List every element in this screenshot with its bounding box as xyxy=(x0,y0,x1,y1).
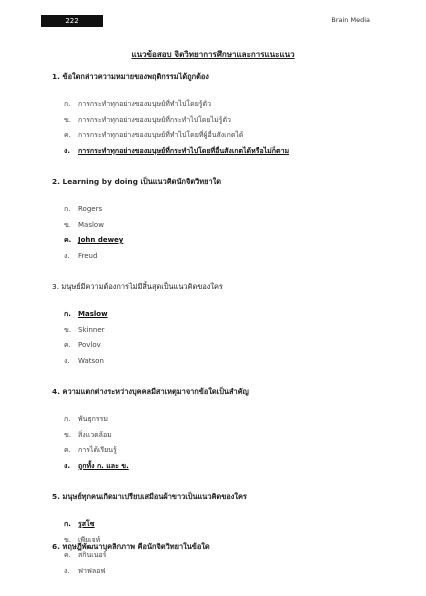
choices-1 xyxy=(64,97,382,159)
choice-letter: ง. xyxy=(64,146,71,155)
choice-text: Povlov xyxy=(78,341,101,349)
choices-2 xyxy=(64,202,382,264)
choice-letter: ค. xyxy=(64,236,72,244)
choice-2-c xyxy=(64,233,382,249)
choice-3-b xyxy=(64,323,382,339)
choice-text: เพียเจท์ xyxy=(78,535,101,544)
choice-letter: ก. xyxy=(64,415,71,423)
choice-letter: ค. xyxy=(64,551,71,559)
choice-3-a xyxy=(64,307,382,323)
choice-letter: ก. xyxy=(64,100,71,108)
choice-letter: ก. xyxy=(64,310,71,318)
choices-4 xyxy=(64,412,382,474)
question-1: 1. ข้อใดกล่าวความหมายของพฤติกรรมได้ถูกต้อง xyxy=(52,72,209,81)
page-number: 222 xyxy=(41,15,103,27)
page-title: แนวข้อสอบ จิตวิทยาการศึกษาและการแนะแนว xyxy=(131,50,295,59)
choice-text: การได้เรียนรู้ xyxy=(78,446,117,454)
choice-text: ฟาฟลอฟ xyxy=(78,566,106,575)
choice-text: การกระทำทุกอย่างของมนุษย์ที่ทำไปโดยที่ผู้อื่นสังเกตได้ xyxy=(78,131,244,139)
choice-letter: ค. xyxy=(64,446,71,454)
choice-5-d xyxy=(64,564,382,580)
question-list xyxy=(52,71,382,596)
choice-text: การกระทำทุกอย่างของมนุษย์ที่กระทำไปโดยที่อื่นสังเกตได้หรือไม่ก็ตาม xyxy=(78,146,290,155)
choice-text: สิ่งแวดล้อม xyxy=(78,430,112,439)
choice-letter: ค. xyxy=(64,341,71,349)
choice-text: Rogers xyxy=(78,205,103,213)
choice-2-a xyxy=(64,202,382,218)
choice-letter: ข. xyxy=(64,115,72,124)
choice-text: สกินเนอร์ xyxy=(78,551,107,559)
choices-3 xyxy=(64,307,382,369)
choice-3-d xyxy=(64,354,382,370)
choice-letter: ก. xyxy=(64,205,71,213)
choice-text: ถูกทั้ง ก. และ ข. xyxy=(78,461,129,470)
choice-letter: ข. xyxy=(64,325,72,334)
choice-2-d xyxy=(64,249,382,265)
choice-text: Watson xyxy=(78,356,104,365)
choice-letter: ง. xyxy=(64,356,70,365)
choice-text: Maslow xyxy=(78,220,104,229)
choice-letter: ง. xyxy=(64,461,71,470)
choice-1-a xyxy=(64,97,382,113)
choice-letter: ข. xyxy=(64,220,72,229)
choice-3-c xyxy=(64,338,382,354)
choice-letter: ค. xyxy=(64,131,71,139)
choice-text: Maslow xyxy=(78,310,108,318)
choice-text: รูสโซ xyxy=(78,520,95,528)
choice-5-a xyxy=(64,517,382,533)
question-2: 2. Learning by doing เป็นแนวคิดนักจิตวิทยาใด xyxy=(52,177,222,186)
choice-1-c xyxy=(64,128,382,144)
choice-text: John dewey xyxy=(78,236,124,244)
choice-text: Skinner xyxy=(78,325,105,334)
choice-letter: ก. xyxy=(64,520,71,528)
brand-name: Brain Media xyxy=(331,16,370,24)
choice-letter: ข. xyxy=(64,430,72,439)
choice-text: พันธุกรรม xyxy=(78,415,109,423)
choice-4-b xyxy=(64,428,382,444)
question-5: 5. มนุษย์ทุกคนเกิดมาเปรียบเสมือนผ้าขาวเป็นแนวคิดของใคร xyxy=(52,492,247,501)
choice-2-b xyxy=(64,218,382,234)
choice-text: การกระทำทุกอย่างของมนุษย์ที่กระทำไปโดยไม่รู้ตัว xyxy=(78,115,231,124)
question-4: 4. ความแตกต่างระหว่างบุคคลมีสาเหตุมาจากข้อใดเป็นสำคัญ xyxy=(52,387,249,396)
choice-letter: ง. xyxy=(64,566,70,575)
choice-4-c xyxy=(64,443,382,459)
choice-text: Freud xyxy=(78,251,98,260)
choice-letter: ง. xyxy=(64,251,70,260)
choice-4-d xyxy=(64,459,382,475)
choice-4-a xyxy=(64,412,382,428)
choice-text: การกระทำทุกอย่างของมนุษย์ที่ทำไปโดยรู้ตัว xyxy=(78,100,212,108)
choice-1-d xyxy=(64,144,382,160)
question-6: 6. ทฤษฎีพัฒนาบุคลิกภาพ คือนักจิตวิทยาในข้อใด xyxy=(52,542,210,551)
choice-1-b xyxy=(64,113,382,129)
choice-letter: ข. xyxy=(64,535,72,544)
question-3: 3. มนุษย์มีความต้องการไม่มีสิ้นสุดเป็นแนวคิดของใคร xyxy=(52,282,223,291)
